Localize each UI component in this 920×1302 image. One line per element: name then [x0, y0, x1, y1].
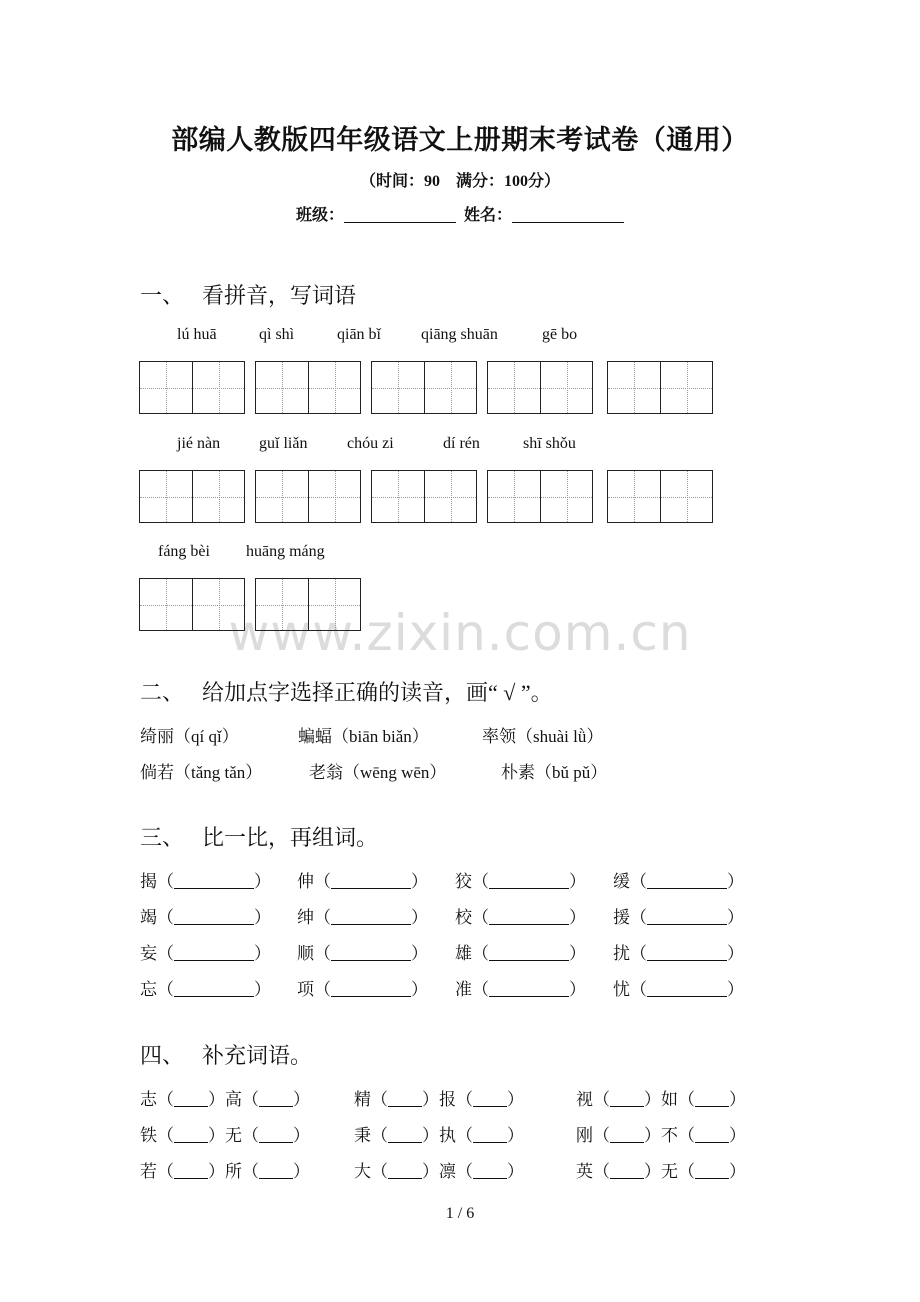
word-item	[140, 903, 271, 928]
close-paren: ）	[208, 1090, 225, 1109]
open-paren: （	[157, 980, 174, 999]
character: 高	[225, 1090, 242, 1109]
idiom-item	[140, 1085, 310, 1110]
pinyin-label: fáng bèi	[158, 543, 210, 560]
writing-grid[interactable]	[487, 470, 593, 523]
answer-blank[interactable]	[473, 1128, 507, 1143]
open-paren: （	[630, 872, 647, 891]
answer-blank[interactable]	[259, 1164, 293, 1179]
writing-grid[interactable]	[139, 470, 245, 523]
close-paren: ）	[422, 1162, 439, 1181]
writing-grid[interactable]	[255, 361, 361, 414]
open-paren: （	[314, 944, 331, 963]
open-paren: （	[157, 1126, 174, 1145]
character: 狡	[455, 872, 472, 891]
writing-grid[interactable]	[487, 361, 593, 414]
pinyin-label: qì shì	[259, 326, 295, 343]
reading-choice[interactable]: 倘若（tǎng tǎn）	[140, 763, 263, 782]
idiom-item	[354, 1085, 524, 1110]
answer-blank[interactable]	[647, 910, 727, 925]
character: 无	[661, 1162, 678, 1181]
word-item	[613, 939, 744, 964]
answer-blank[interactable]	[489, 946, 569, 961]
word-item	[455, 975, 586, 1000]
close-paren: ）	[729, 1126, 746, 1145]
writing-grid[interactable]	[371, 470, 477, 523]
idiom-item	[140, 1157, 310, 1182]
character: 视	[576, 1090, 593, 1109]
character: 伸	[297, 872, 314, 891]
answer-blank[interactable]	[489, 910, 569, 925]
character: 所	[225, 1162, 242, 1181]
character: 校	[455, 908, 472, 927]
open-paren: （	[242, 1126, 259, 1145]
word-item	[613, 903, 744, 928]
close-paren: ）	[254, 944, 271, 963]
character: 雄	[455, 944, 472, 963]
open-paren: （	[678, 1162, 695, 1181]
character: 无	[225, 1126, 242, 1145]
character: 援	[613, 908, 630, 927]
word-item	[297, 975, 428, 1000]
pinyin-label: lú huā	[177, 326, 217, 343]
answer-blank[interactable]	[473, 1164, 507, 1179]
close-paren: ）	[729, 1162, 746, 1181]
pinyin-label: guǐ liǎn	[259, 435, 308, 452]
word-item	[297, 939, 428, 964]
open-paren: （	[242, 1162, 259, 1181]
pinyin-label: qiāng shuān	[421, 326, 498, 343]
open-paren: （	[371, 1090, 388, 1109]
close-paren: ）	[254, 980, 271, 999]
close-paren: ）	[293, 1090, 310, 1109]
answer-blank[interactable]	[610, 1164, 644, 1179]
close-paren: ）	[293, 1126, 310, 1145]
close-paren: ）	[293, 1162, 310, 1181]
open-paren: （	[314, 908, 331, 927]
answer-blank[interactable]	[388, 1128, 422, 1143]
answer-blank[interactable]	[259, 1092, 293, 1107]
pinyin-label: gē bo	[542, 326, 578, 343]
idiom-item	[354, 1121, 524, 1146]
close-paren: ）	[569, 944, 586, 963]
open-paren: （	[593, 1162, 610, 1181]
close-paren: ）	[507, 1126, 524, 1145]
section2-title: 给加点字选择正确的读音，画“ √ ”。	[202, 680, 553, 705]
close-paren: ）	[254, 872, 271, 891]
section4-number: 四、	[140, 1043, 185, 1068]
open-paren: （	[630, 944, 647, 963]
answer-blank[interactable]	[331, 946, 411, 961]
reading-choice[interactable]: 绮丽（qí qǐ）	[140, 727, 239, 746]
writing-grid[interactable]	[255, 578, 361, 631]
pinyin-label: chóu zi	[347, 435, 394, 452]
name-label: 姓名：	[464, 207, 513, 224]
close-paren: ）	[411, 980, 428, 999]
character: 揭	[140, 872, 157, 891]
word-item	[613, 867, 744, 892]
answer-blank[interactable]	[647, 874, 727, 889]
open-paren: （	[314, 872, 331, 891]
character: 报	[439, 1090, 456, 1109]
page-title: 部编人教版四年级语文上册期末考试卷（通用）	[171, 125, 749, 155]
pinyin-label: qiān bǐ	[337, 326, 381, 343]
watermark: www.zixin.com.cn	[228, 604, 692, 662]
open-paren: （	[472, 908, 489, 927]
close-paren: ）	[569, 908, 586, 927]
class-blank[interactable]	[344, 206, 456, 223]
section4-title: 补充词语。	[202, 1043, 313, 1068]
close-paren: ）	[644, 1162, 661, 1181]
close-paren: ）	[644, 1126, 661, 1145]
answer-blank[interactable]	[695, 1164, 729, 1179]
writing-grid[interactable]	[371, 361, 477, 414]
section3-number: 三、	[140, 825, 185, 850]
character: 执	[439, 1126, 456, 1145]
character: 英	[576, 1162, 593, 1181]
section2-heading	[140, 676, 553, 707]
answer-blank[interactable]	[259, 1128, 293, 1143]
close-paren: ）	[411, 908, 428, 927]
open-paren: （	[371, 1126, 388, 1145]
word-item	[140, 867, 271, 892]
word-item	[140, 975, 271, 1000]
open-paren: （	[242, 1090, 259, 1109]
open-paren: （	[593, 1090, 610, 1109]
close-paren: ）	[727, 980, 744, 999]
pinyin-label: shī shǒu	[523, 435, 576, 452]
writing-grid[interactable]	[607, 470, 713, 523]
idiom-item	[576, 1121, 746, 1146]
character: 项	[297, 980, 314, 999]
section2-number: 二、	[140, 680, 185, 705]
writing-grid[interactable]	[255, 470, 361, 523]
character: 忘	[140, 980, 157, 999]
close-paren: ）	[507, 1162, 524, 1181]
answer-blank[interactable]	[174, 1092, 208, 1107]
answer-blank[interactable]	[174, 982, 254, 997]
page-number: 1 / 6	[445, 1205, 475, 1222]
writing-grid[interactable]	[139, 578, 245, 631]
open-paren: （	[593, 1126, 610, 1145]
character: 如	[661, 1090, 678, 1109]
open-paren: （	[630, 908, 647, 927]
name-blank[interactable]	[512, 206, 624, 223]
character: 凛	[439, 1162, 456, 1181]
answer-blank[interactable]	[489, 874, 569, 889]
reading-choice[interactable]: 朴素（bǔ pǔ）	[501, 763, 608, 782]
answer-blank[interactable]	[388, 1092, 422, 1107]
student-info	[0, 202, 920, 225]
close-paren: ）	[422, 1126, 439, 1145]
class-label: 班级：	[295, 207, 344, 224]
open-paren: （	[456, 1162, 473, 1181]
answer-blank[interactable]	[610, 1092, 644, 1107]
character: 若	[140, 1162, 157, 1181]
close-paren: ）	[208, 1162, 225, 1181]
character: 刚	[576, 1126, 593, 1145]
character: 竭	[140, 908, 157, 927]
section3-title: 比一比，再组词。	[202, 825, 379, 850]
reading-choice[interactable]: 率领（shuài lǜ）	[482, 727, 604, 746]
open-paren: （	[371, 1162, 388, 1181]
close-paren: ）	[727, 872, 744, 891]
open-paren: （	[157, 1162, 174, 1181]
pinyin-label: jié nàn	[177, 435, 221, 452]
section1-heading	[140, 279, 356, 310]
word-item	[455, 903, 586, 928]
close-paren: ）	[569, 980, 586, 999]
close-paren: ）	[644, 1090, 661, 1109]
open-paren: （	[678, 1090, 695, 1109]
answer-blank[interactable]	[695, 1092, 729, 1107]
close-paren: ）	[254, 908, 271, 927]
open-paren: （	[157, 944, 174, 963]
word-item	[455, 867, 586, 892]
character: 缓	[613, 872, 630, 891]
writing-grid[interactable]	[139, 361, 245, 414]
word-item	[455, 939, 586, 964]
character: 秉	[354, 1126, 371, 1145]
answer-blank[interactable]	[331, 982, 411, 997]
open-paren: （	[472, 944, 489, 963]
open-paren: （	[472, 980, 489, 999]
character: 妄	[140, 944, 157, 963]
character: 准	[455, 980, 472, 999]
section1-title: 看拼音，写词语	[202, 283, 357, 308]
character: 精	[354, 1090, 371, 1109]
section3-heading	[140, 821, 378, 852]
character: 铁	[140, 1126, 157, 1145]
answer-blank[interactable]	[647, 982, 727, 997]
word-item	[297, 867, 428, 892]
exam-meta: （时间：90 满分：100分）	[359, 173, 560, 190]
character: 志	[140, 1090, 157, 1109]
idiom-item	[576, 1085, 746, 1110]
answer-blank[interactable]	[174, 910, 254, 925]
answer-blank[interactable]	[695, 1128, 729, 1143]
answer-blank[interactable]	[610, 1128, 644, 1143]
answer-blank[interactable]	[174, 874, 254, 889]
section4-heading	[140, 1039, 312, 1070]
open-paren: （	[678, 1126, 695, 1145]
character: 顺	[297, 944, 314, 963]
answer-blank[interactable]	[174, 946, 254, 961]
character: 绅	[297, 908, 314, 927]
answer-blank[interactable]	[331, 910, 411, 925]
open-paren: （	[456, 1126, 473, 1145]
section1-number: 一、	[140, 283, 185, 308]
open-paren: （	[157, 872, 174, 891]
close-paren: ）	[422, 1090, 439, 1109]
idiom-item	[576, 1157, 746, 1182]
close-paren: ）	[727, 944, 744, 963]
close-paren: ）	[411, 944, 428, 963]
open-paren: （	[456, 1090, 473, 1109]
open-paren: （	[157, 1090, 174, 1109]
close-paren: ）	[507, 1090, 524, 1109]
reading-choice[interactable]: 老翁（wēng wēn）	[309, 763, 447, 782]
word-item	[140, 939, 271, 964]
close-paren: ）	[208, 1126, 225, 1145]
idiom-item	[354, 1157, 524, 1182]
answer-blank[interactable]	[174, 1164, 208, 1179]
answer-blank[interactable]	[647, 946, 727, 961]
idiom-item	[140, 1121, 310, 1146]
open-paren: （	[157, 908, 174, 927]
character: 忧	[613, 980, 630, 999]
pinyin-label: dí rén	[443, 435, 480, 452]
answer-blank[interactable]	[331, 874, 411, 889]
close-paren: ）	[569, 872, 586, 891]
word-item	[613, 975, 744, 1000]
character: 不	[661, 1126, 678, 1145]
open-paren: （	[314, 980, 331, 999]
character: 扰	[613, 944, 630, 963]
word-item	[297, 903, 428, 928]
open-paren: （	[630, 980, 647, 999]
answer-blank[interactable]	[489, 982, 569, 997]
answer-blank[interactable]	[388, 1164, 422, 1179]
character: 大	[354, 1162, 371, 1181]
pinyin-label: huāng máng	[246, 543, 325, 560]
close-paren: ）	[727, 908, 744, 927]
answer-blank[interactable]	[473, 1092, 507, 1107]
writing-grid[interactable]	[607, 361, 713, 414]
close-paren: ）	[729, 1090, 746, 1109]
close-paren: ）	[411, 872, 428, 891]
answer-blank[interactable]	[174, 1128, 208, 1143]
reading-choice[interactable]: 蝙蝠（biān biǎn）	[298, 727, 429, 746]
open-paren: （	[472, 872, 489, 891]
